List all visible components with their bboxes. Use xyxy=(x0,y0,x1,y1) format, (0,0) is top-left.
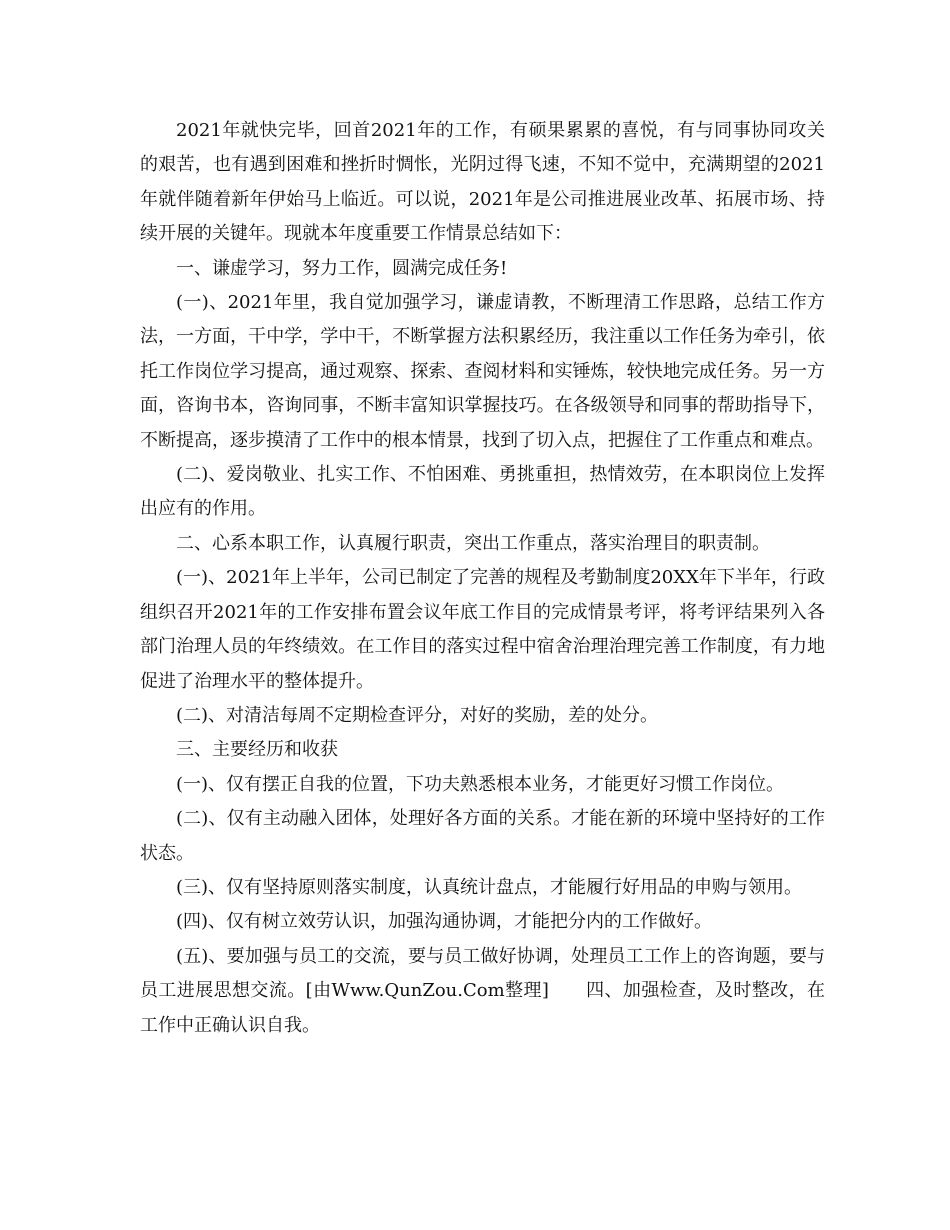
body-paragraph: (二)、爱岗敬业、扎实工作、不怕困难、勇挑重担，热情效劳，在本职岗位上发挥出应有的作用。 xyxy=(140,464,825,520)
body-paragraph: (一)、2021年里，我自觉加强学习，谦虚请教，不断理清工作思路，总结工作方法，一方面，干中学，学中干，不断掌握方法积累经历，我注重以工作任务为牵引，依托工作岗位学习提高，通过观察、探索、查阅材料和实锤炼，较快地完成任务。另一方面，咨询书本，咨询同事，不断丰富知识掌握技巧。在各级领导和同事的帮助指导下，不断提高，逐步摸清了工作中的根本情景，找到了切入点，把握住了工作重点和难点。 xyxy=(140,292,825,451)
section-heading-1: 一、谦虚学习，努力工作，圆满完成任务! xyxy=(176,257,508,279)
body-paragraph: (一)、仅有摆正自我的位置，下功夫熟悉根本业务，才能更好习惯工作岗位。 xyxy=(176,773,785,795)
body-paragraph: (四)、仅有树立效劳认识，加强沟通协调，才能把分内的工作做好。 xyxy=(176,911,713,933)
section-heading-2: 二、心系本职工作，认真履行职责，突出工作重点，落实治理目的职责制。 xyxy=(176,532,770,554)
body-paragraph: (一)、2021年上半年，公司已制定了完善的规程及考勤制度20XX年下半年，行政组织召开2021年的工作安排布置会议年底工作目的完成情景考评，将考评结果列入各部门治理人员的年终绩效。在工作目的落实过程中宿舍治理治理完善工作制度，有力地促进了治理水平的整体提升。 xyxy=(140,567,825,692)
section-heading-3: 三、主要经历和收获 xyxy=(176,739,338,761)
body-paragraph: (五)、要加强与员工的交流，要与员工做好协调，处理员工工作上的咨询题，要与员工进展思想交流。[由Www.QunZou.Com整理] 四、加强检查，及时整改，在工作中正确认识自我。 xyxy=(140,945,825,1036)
intro-paragraph: 2021年就快完毕，回首2021年的工作，有硕果累累的喜悦，有与同事协同攻关的艰苦，也有遇到困难和挫折时惆怅，光阴过得飞速，不知不觉中，充满期望的2021年就伴随着新年伊始马上临近。可以说，2021年是公司推进展业改革、拓展市场、持续开展的关键年。现就本年度重要工作情景总结如下： xyxy=(140,120,825,245)
body-paragraph: (三)、仅有坚持原则落实制度，认真统计盘点，才能履行好用品的申购与领用。 xyxy=(176,876,803,898)
body-paragraph: (二)、对清洁每周不定期检查评分，对好的奖励，差的处分。 xyxy=(176,704,659,726)
document-body xyxy=(140,114,825,1043)
body-paragraph: (二)、仅有主动融入团体，处理好各方面的关系。才能在新的环境中坚持好的工作状态。 xyxy=(140,808,825,864)
